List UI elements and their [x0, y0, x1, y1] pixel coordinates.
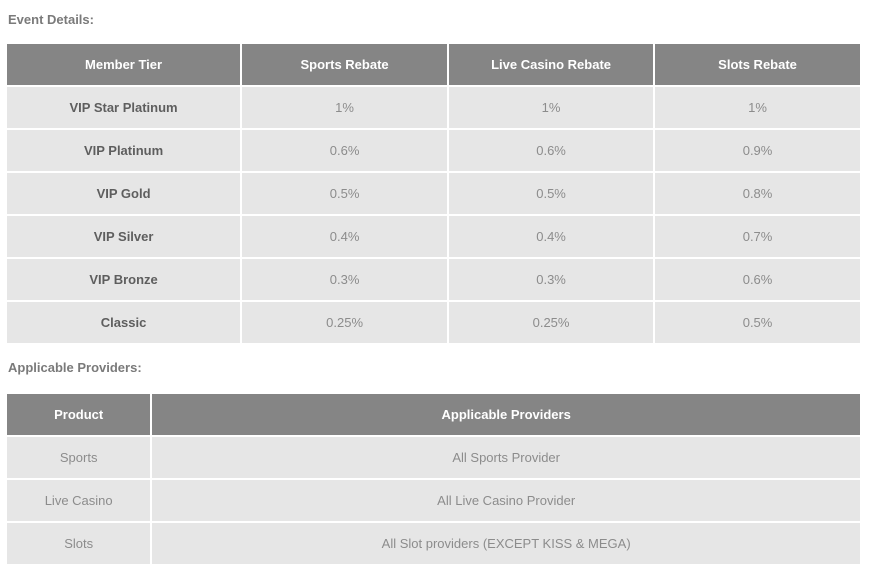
event-details-heading: Event Details: [8, 12, 94, 27]
providers-value-cell: All Sports Provider [151, 436, 861, 479]
providers-value-cell: All Live Casino Provider [151, 479, 861, 522]
table-row [6, 215, 861, 258]
rebate-value-cell: 1% [448, 86, 654, 129]
product-cell: Sports [6, 436, 151, 479]
rebate-value-cell: 0.25% [241, 301, 448, 344]
table-row [6, 479, 861, 522]
rebate-value-cell: 0.8% [654, 172, 861, 215]
column-header-sports-rebate: Sports Rebate [241, 43, 448, 86]
member-tier-cell: VIP Star Platinum [6, 86, 241, 129]
member-tier-cell: VIP Silver [6, 215, 241, 258]
rebate-value-cell: 1% [654, 86, 861, 129]
applicable-providers-table [5, 392, 862, 566]
table-row [6, 522, 861, 565]
column-header-slots-rebate: Slots Rebate [654, 43, 861, 86]
rebate-value-cell: 0.7% [654, 215, 861, 258]
rebate-value-cell: 0.5% [654, 301, 861, 344]
column-header-member-tier: Member Tier [6, 43, 241, 86]
table-row [6, 301, 861, 344]
table-header-row [6, 393, 861, 436]
rebate-value-cell: 0.5% [241, 172, 448, 215]
rebate-value-cell: 0.5% [448, 172, 654, 215]
table-header-row [6, 43, 861, 86]
providers-value-cell: All Slot providers (EXCEPT KISS & MEGA) [151, 522, 861, 565]
table-row [6, 129, 861, 172]
rebate-value-cell: 0.6% [448, 129, 654, 172]
rebate-value-cell: 0.3% [448, 258, 654, 301]
rebate-value-cell: 0.9% [654, 129, 861, 172]
rebate-value-cell: 0.25% [448, 301, 654, 344]
table-row [6, 86, 861, 129]
table-row [6, 172, 861, 215]
applicable-providers-heading: Applicable Providers: [8, 360, 142, 375]
member-tier-cell: VIP Bronze [6, 258, 241, 301]
member-tier-cell: VIP Platinum [6, 129, 241, 172]
rebate-value-cell: 0.4% [241, 215, 448, 258]
table-row [6, 436, 861, 479]
product-cell: Live Casino [6, 479, 151, 522]
member-tier-cell: Classic [6, 301, 241, 344]
rebate-value-cell: 0.6% [241, 129, 448, 172]
rebate-value-cell: 0.4% [448, 215, 654, 258]
column-header-live-casino-rebate: Live Casino Rebate [448, 43, 654, 86]
rebate-value-cell: 0.6% [654, 258, 861, 301]
column-header-applicable-providers: Applicable Providers [151, 393, 861, 436]
member-tier-cell: VIP Gold [6, 172, 241, 215]
table-row [6, 258, 861, 301]
rebate-value-cell: 1% [241, 86, 448, 129]
rebate-value-cell: 0.3% [241, 258, 448, 301]
product-cell: Slots [6, 522, 151, 565]
event-details-table [5, 42, 862, 345]
column-header-product: Product [6, 393, 151, 436]
